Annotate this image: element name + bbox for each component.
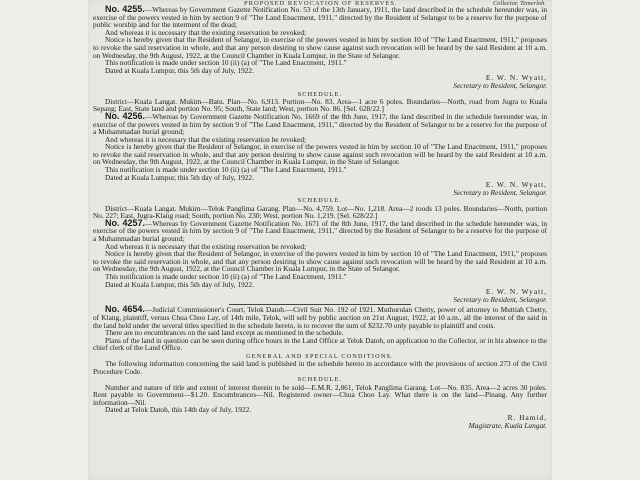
notice-body: —Whereas by Government Gazette Notification No. 1669 of the 8th June, 1917, the land described in the schedule hereunder was, in exercise of the powers vested in him by section 9 of "The Land Enactment, 1911," directed by the Resident of Selangor to be a reserve for the purpose of a Muhammadan burial ground; bbox=[93, 111, 547, 137]
signature-title: Secretary to Resident, Selangor. bbox=[453, 187, 547, 197]
dated-line: Dated at Kuala Lumpur, this 5th day of July, 1922. bbox=[105, 279, 254, 289]
notice-para: And whereas it is necessary that the existing reservation be revoked; bbox=[105, 27, 307, 37]
gazette-page bbox=[88, 0, 552, 480]
signature-name: E. W. N. Wyatt, bbox=[485, 287, 547, 297]
notice-para: This notification is made under section 10 (ii) (a) of "The Land Enactment, 1911." bbox=[105, 58, 347, 68]
notice-4256 bbox=[93, 110, 547, 221]
notice-4654 bbox=[93, 306, 547, 429]
notice-4257 bbox=[93, 217, 547, 304]
conditions-heading: GENERAL AND SPECIAL CONDITIONS. bbox=[246, 352, 394, 360]
notice-body: —Judicial Commissioner's Court, Telok Datoh.—Civil Suit No. 192 of 1921. Muthurulan Chetty, power of attorney to Muttiah Chetty, of Klang, plaintiff, versus Chua Choo Lay, of 14th mile, Telok, will sell by public auction on 21st August, 1922, at 10 a.m., all the interest of the said in the land held under the several titles specified in the schedule hereto, is to recover the sum of $232.70 only payable to plaintiff and costs. bbox=[93, 305, 547, 330]
notice-para: And whereas it is necessary that the existing reservation be revoked; bbox=[105, 134, 307, 144]
notice-para: And whereas it is necessary that the existing reservation be revoked; bbox=[105, 241, 307, 251]
schedule-heading: SCHEDULE. bbox=[297, 90, 343, 98]
signature-name: E. W. N. Wyatt, bbox=[485, 73, 547, 83]
notice-para: Plans of the land in question can be seen during office hours in the Land Office at Telok Datoh, on application to the Collector, or in his absence to the chief clerk of the Land Office. bbox=[93, 335, 547, 353]
section-title: PROPOSED REVOCATION OF RESERVES. bbox=[244, 0, 398, 7]
page-content bbox=[93, 6, 547, 429]
dated-line: Dated at Telok Datoh, this 14th day of July, 1922. bbox=[105, 405, 252, 415]
notice-para: Notice is hereby given that the Resident of Selangor, in exercise of the powers vested in him by section 10 of "The Land Enactment, 1911," proposes to revoke the said reservation in whole, and that any person desiring to show cause against such revocation will be heard by the said Resident at 10 a.m. on Wednesday, the 9th August, 1922, at the Council Chamber in Kuala Lumpur, in the State of Selangor. bbox=[93, 249, 547, 274]
notice-number: No. 4257. bbox=[105, 217, 146, 228]
notice-para: Notice is hereby given that the Resident of Selangor, in exercise of the powers vested in him by section 10 of "The Land Enactment, 1911," proposes to revoke the said reservation in whole, and that any person desiring to show cause against such revocation will be heard by the said Resident at 10 a.m. on Wednesday, the 9th August, 1922, at the Council Chamber in Kuala Lumpur, in the State of Selangor. bbox=[93, 142, 547, 167]
notice-para: This notification is made under section 10 (ii) (a) of "The Land Enactment, 1911." bbox=[105, 272, 347, 281]
schedule-text: District—Kuala Langat. Mukim—Telok Panglima Garang. Plan—No. 4,759. Lot—No. 1,218. Area—2 roods 13 poles. Boundaries—North, portion No. 227; East, Jugra-Klang road; South, portion No. 230; West, portion No. 1,219. [Sel. 628/22.] bbox=[93, 203, 547, 221]
schedule-heading: SCHEDULE. bbox=[297, 197, 343, 205]
notice-para: Notice is hereby given that the Resident of Selangor, in exercise of the powers vested in him by section 10 of "The Land Enactment, 1911," proposes to revoke the said reservation in whole, and that any person desiring to show cause against such revocation will be heard by the said Resident at 10 a.m. on Wednesday, the 9th August, 1922, at the Council Chamber in Kuala Lumpur, in the State of Selangor. bbox=[93, 35, 547, 60]
schedule-text: District—Kuala Langat. Mukim—Batu. Plan—No. 6,913. Portion—No. 83. Area—1 acre 6 poles. Boundaries—North, road from Jugra to Kuala Sepang; East, State land and portion No. 95; South, State land; West, portion No. 86. [Sel. 628/22.] bbox=[93, 96, 547, 114]
signature-title: Secretary to Resident, Selangor. bbox=[453, 294, 547, 304]
dated-line: Dated at Kuala Lumpur, this 5th day of July, 1922. bbox=[105, 65, 254, 75]
notice-body: —Whereas by Government Gazette Notification No. 1671 of the 8th June, 1917, the land described in the schedule hereunder was, in exercise of the powers vested in him by section 9 of "The Land Enactment, 1911," directed by the Resident of Selangor to be a reserve for the purpose of a Muhammadan burial ground; bbox=[93, 218, 547, 244]
conditions-text: The following information concerning the said land is published in the schedule hereto in accordance with the provisions of section 273 of the Civil Procedure Code. bbox=[93, 359, 547, 376]
schedule-text: Number and nature of title and extent of interest therein to be sold—E.M.R. 2,861, Telok Panglima Garang. Lot—No. 835. Area—2 acres 30 poles. Rent payable to Government—$1.20. Encumbrances—Nil. Registered owner—Chua Choo Lay. What there is on the land—Pinang. Any further information—Nil. bbox=[93, 382, 547, 407]
signature-title: Secretary to Resident, Selangor. bbox=[453, 80, 547, 90]
signature-title: Magistrate, Kuala Langat. bbox=[468, 420, 547, 430]
signature-name: R. Hamid, bbox=[507, 412, 547, 422]
notice-number: No. 4255. bbox=[105, 4, 145, 14]
dated-line: Dated at Kuala Lumpur, this 5th day of July, 1922. bbox=[105, 172, 254, 182]
notice-para: This notification is made under section 10 (ii) (a) of "The Land Enactment, 1911." bbox=[105, 165, 347, 175]
notice-para: There are no encumbrances on the said land except as mentioned in the schedule. bbox=[105, 328, 344, 338]
header-right-text: Collector, Temerloh. bbox=[492, 0, 546, 7]
notice-4255 bbox=[93, 6, 547, 113]
notice-body: —Whereas by Government Gazette Notification No. 53 of the 13th January, 1911, the land described in the schedule hereunder was, in exercise of the powers vested in him by section 9 of "The Land Enactment, 1911," directed by the Resident of Selangor to be a reserve for the purpose of public worship and for the interment of the dead; bbox=[93, 5, 547, 30]
schedule-heading: SCHEDULE. bbox=[297, 376, 343, 384]
signature-name: E. W. N. Wyatt, bbox=[485, 180, 547, 190]
notice-number: No. 4654. bbox=[105, 304, 145, 315]
notice-number: No. 4256. bbox=[105, 110, 146, 121]
